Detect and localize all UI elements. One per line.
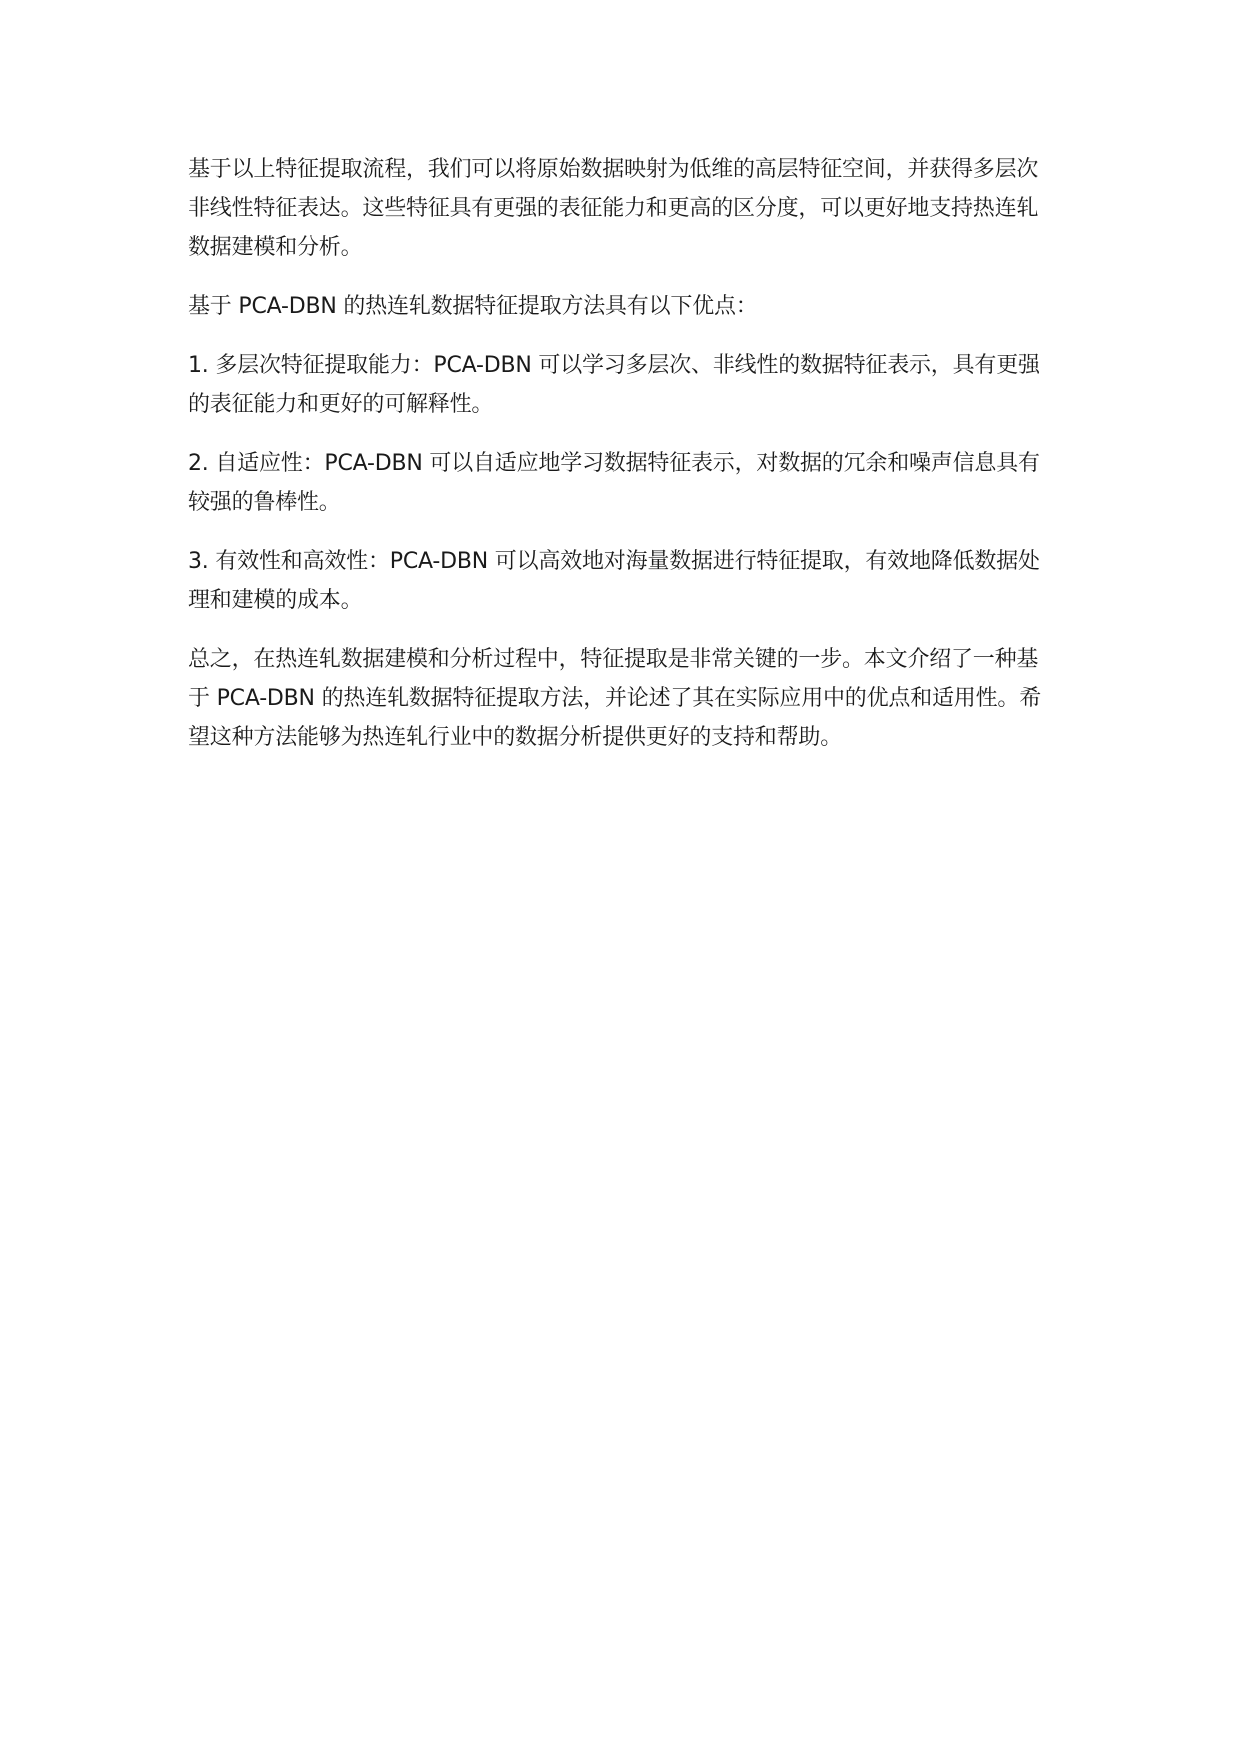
document-body [188,150,1054,777]
paragraph-intro: 基于以上特征提取流程，我们可以将原始数据映射为低维的高层特征空间，并获得多层次非线性特征表达。这些特征具有更强的表征能力和更高的区分度，可以更好地支持热连轧数据建模和分析。 [188,157,1039,260]
paragraph-conclusion: 总之，在热连轧数据建模和分析过程中，特征提取是非常关键的一步。本文介绍了一种基于 PCA-DBN 的热连轧数据特征提取方法，并论述了其在实际应用中的优点和适用性。希望这种方法能够为热连轧行业中的数据分析提供更好的支持和帮助。 [188,647,1042,750]
list-item-advantage-2: 2. 自适应性：PCA-DBN 可以自适应地学习数据特征表示，对数据的冗余和噪声信息具有较强的鲁棒性。 [188,451,1040,515]
list-item-advantage-3: 3. 有效性和高效性：PCA-DBN 可以高效地对海量数据进行特征提取，有效地降低数据处理和建模的成本。 [188,549,1040,613]
paragraph-advantages-heading: 基于 PCA-DBN 的热连轧数据特征提取方法具有以下优点： [188,294,758,319]
list-item-advantage-1: 1. 多层次特征提取能力：PCA-DBN 可以学习多层次、非线性的数据特征表示，具有更强的表征能力和更好的可解释性。 [188,353,1040,417]
